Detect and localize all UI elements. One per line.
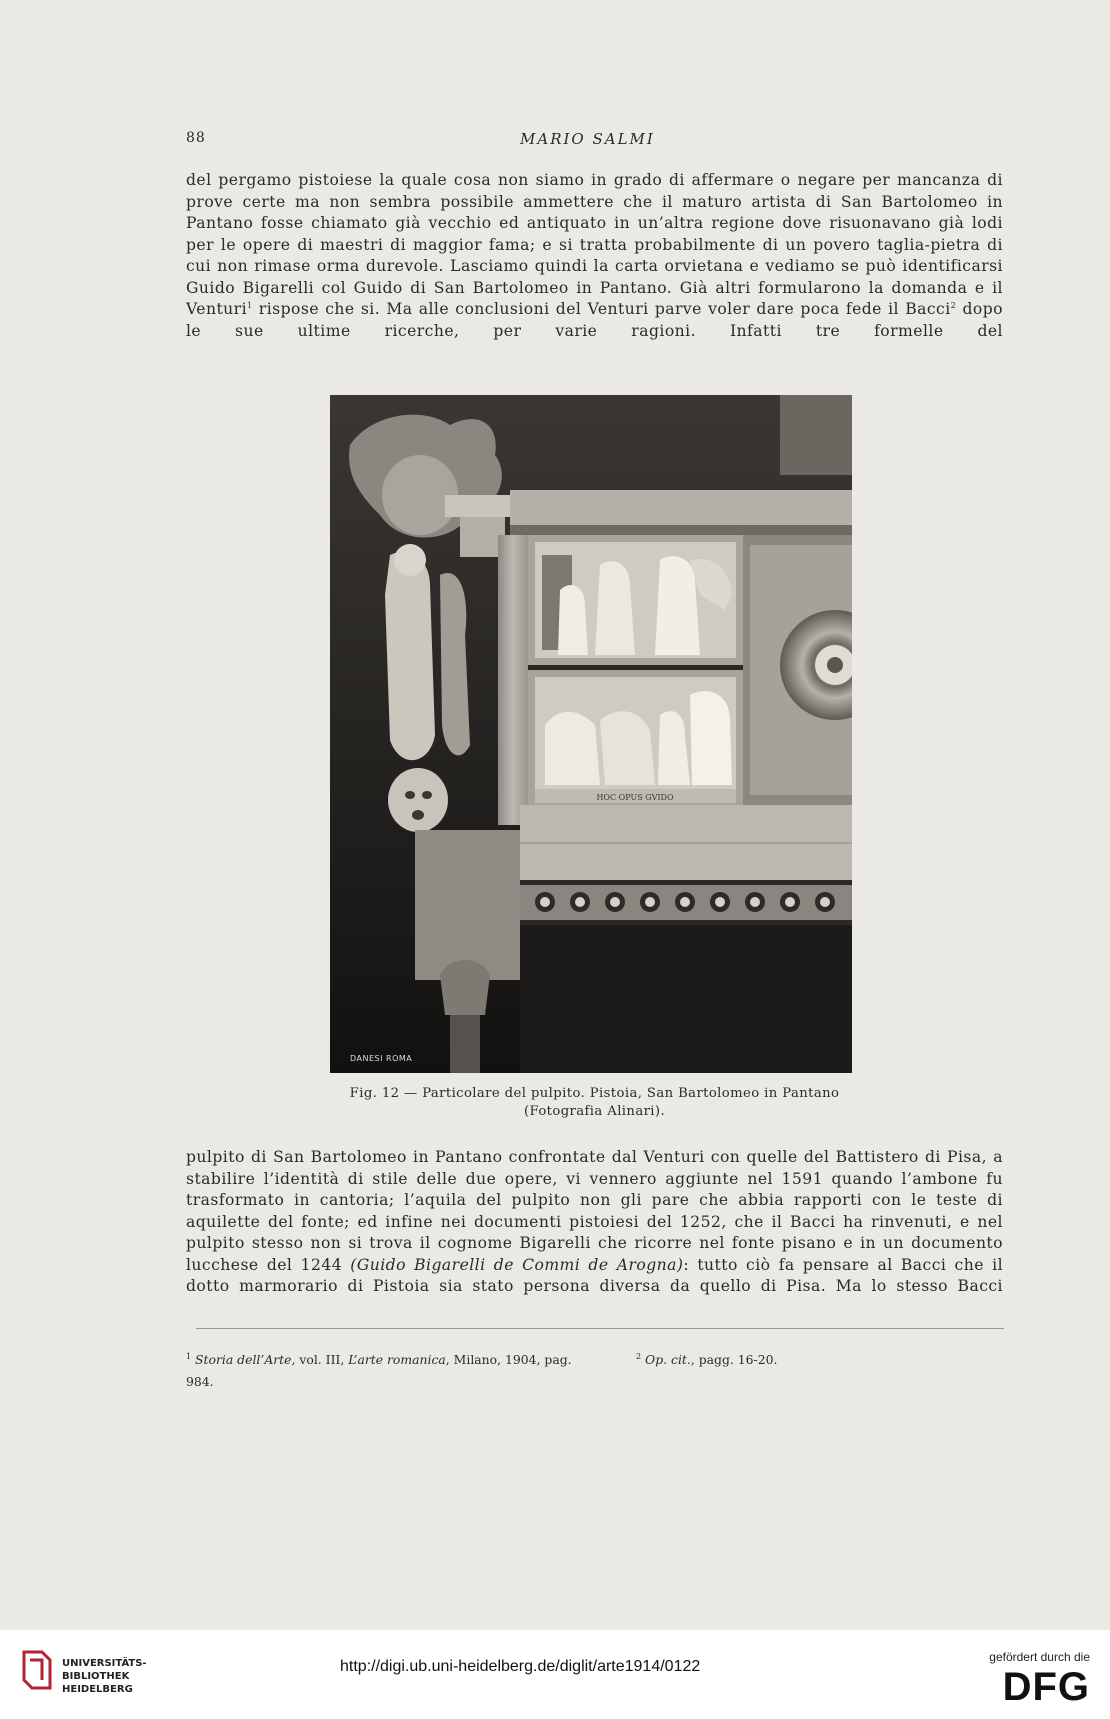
footnote-1-title: Storia dell’Arte — [195, 1352, 292, 1367]
paragraph-top — [186, 170, 1003, 364]
library-name-line-2: BIBLIOTHEK — [62, 1671, 130, 1682]
dfg-logo: DFG — [1002, 1665, 1090, 1709]
footer-bar — [0, 1630, 1110, 1719]
footnote-1-subtitle: L’arte romanica — [348, 1352, 446, 1367]
figure-caption — [186, 1085, 1003, 1121]
library-name-line-3: HEIDELBERG — [62, 1684, 133, 1695]
page-number: 88 — [186, 130, 206, 146]
library-name — [62, 1657, 147, 1696]
figure-photograph — [330, 395, 852, 1073]
footnote-2-cit: Op. cit. — [645, 1352, 691, 1367]
paragraph-bottom-text: pulpito di San Bartolomeo in Pantano confrontate dal Venturi con quelle del Battistero di Pisa, a stabilire l’identità di stile delle due opere, vi vennero aggiunte nel 1591 quando l’ambone fu trasformato in cantoria; l’aquila del pulpito non gli pare che abbia rapporti con le teste di aquilette del fonte; ed infine nei documenti pistoiesi del 1252, che il Bacci ha rinvenuti, e nel pulpito stesso non si trova il cognome Bigarelli che ricorre nel fonte pisano e in un documento lucchese del 1244 — [186, 1148, 1003, 1274]
paragraph-bottom-text-2: : tutto ciò fa pensare al Bacci che il dotto marmorario di Pistoia sia stato persona diversa da quello di Pisa. Ma lo stesso Bacci — [186, 1255, 1003, 1295]
pulpit-photo-illustration — [330, 395, 852, 1073]
caption-line-1: Fig. 12 — Particolare del pulpito. Pistoia, San Bartolomeo in Pantano — [349, 1086, 840, 1101]
footnote-1 — [186, 1349, 596, 1393]
funding-credit — [989, 1650, 1090, 1710]
paragraph-top-text-2: rispose che si. Ma alle conclusioni del Venturi parve voler dare poca fede il Bacci — [252, 300, 951, 318]
funded-by-text: gefördert durch die — [989, 1650, 1090, 1664]
venturi-name: Venturi — [186, 300, 248, 318]
footnote-2 — [636, 1349, 1016, 1371]
running-title: MARIO SALMI — [520, 130, 655, 148]
footnote-1-end: , Milano, 1904, pag. 984. — [186, 1352, 572, 1389]
paragraph-top-text-3: dopo le sue ultime ricerche, per varie ragioni. Infatti tre formelle del — [186, 300, 1003, 340]
footnote-ref-2[interactable]: 2 — [950, 300, 957, 310]
footnote-divider — [196, 1328, 1004, 1329]
footnote-1-mid: , vol. III, — [291, 1352, 349, 1367]
photo-stamp: DANESI ROMA — [350, 1054, 413, 1063]
page-header — [0, 130, 1110, 154]
panel-inscription: HOC OPUS GVIDO — [596, 793, 674, 802]
caption-line-2: (Fotografia Alinari). — [523, 1104, 666, 1119]
footnote-2-number: 2 — [636, 1351, 642, 1361]
paragraph-top-text: del pergamo pistoiese la quale cosa non siamo in grado di affermare o negare per mancanza di prove certe ma non sembra possibile ammettere che il maturo artista di San Bartolomeo in Pantano fosse chiamato già vecchio ed antiquato in un’altra regione dove risuonavano già lodi per le opere di maestri di maggior fama; e si tratta probabilmente di un povero taglia-pietra di cui non rimase orma durevole. Lasciamo quindi la carta orvietana e vediamo se può identificarsi Guido Bigarelli col Guido di San Bartolomeo in Pantano. Già altri formularono la domanda e il — [186, 171, 1003, 297]
library-name-line-1: UNIVERSITÄTS- — [62, 1658, 147, 1669]
paragraph-bottom — [186, 1147, 1003, 1319]
footnote-ref-1[interactable]: 1 — [247, 300, 253, 310]
footnote-1-number: 1 — [186, 1351, 192, 1361]
paragraph-bottom-italic: (Guido Bigarelli de Commi de Arogna) — [350, 1255, 684, 1274]
footnote-2-end: , pagg. 16-20. — [690, 1352, 778, 1367]
library-logo-icon — [20, 1648, 54, 1692]
permalink-url[interactable]: http://digi.ub.uni-heidelberg.de/diglit/arte1914/0122 — [340, 1658, 701, 1675]
